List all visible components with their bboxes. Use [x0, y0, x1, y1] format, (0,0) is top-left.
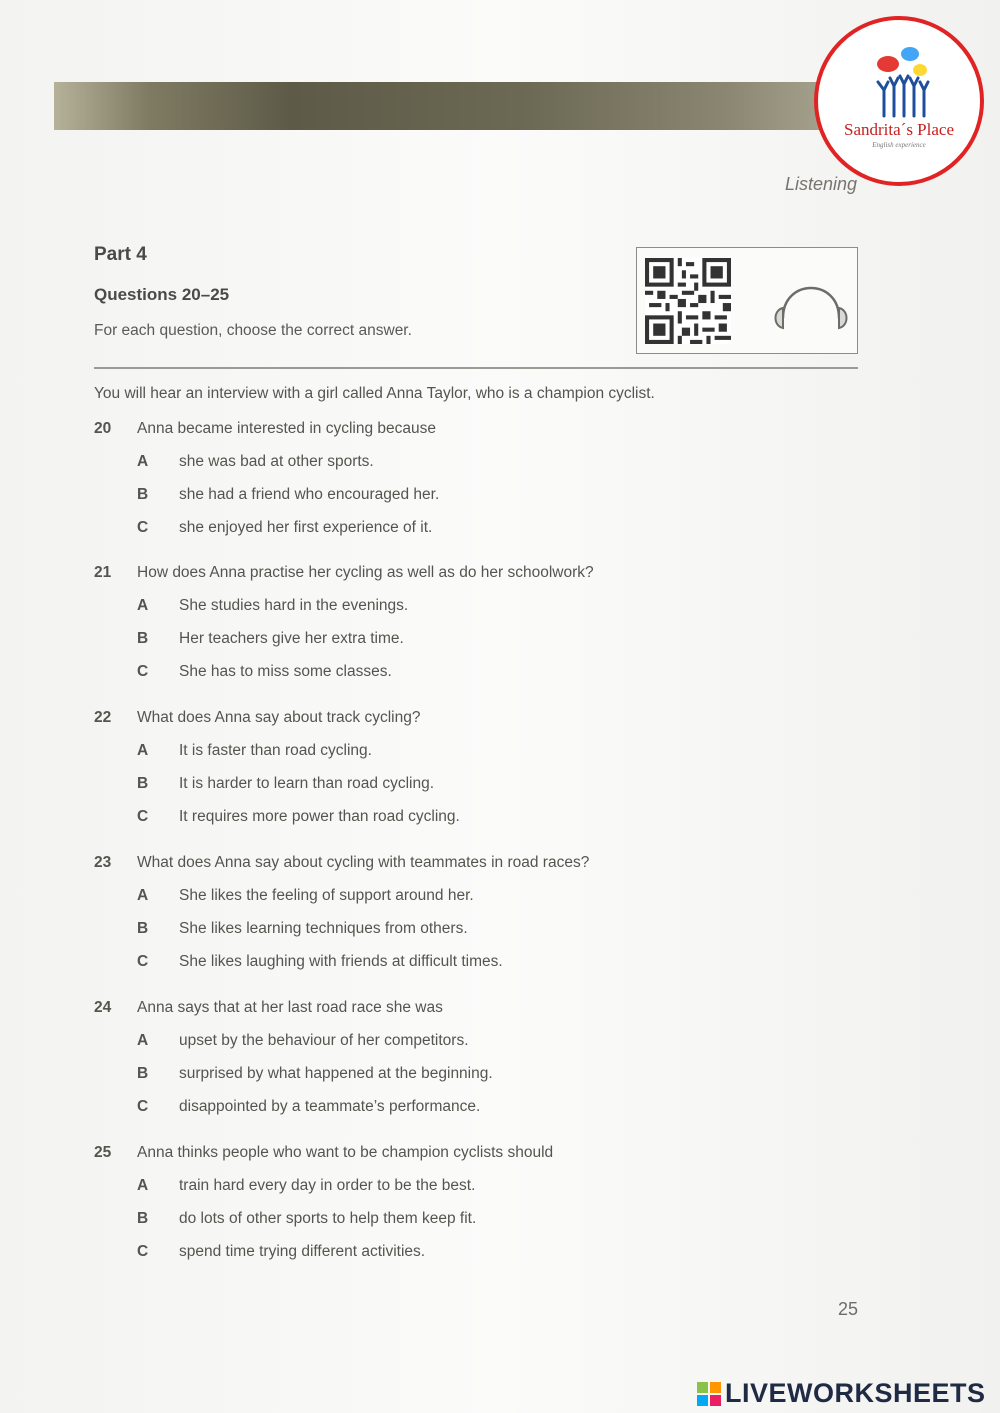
option-letter[interactable]: A: [137, 1032, 149, 1049]
section-label: Listening: [784, 174, 857, 194]
option-letter[interactable]: C: [137, 1098, 149, 1115]
option-text[interactable]: disappointed by a teammate’s performance.: [179, 1098, 481, 1115]
divider: [94, 367, 858, 369]
qr-code-icon[interactable]: [645, 258, 731, 344]
question-number: 20: [94, 420, 112, 437]
option-letter[interactable]: A: [137, 1177, 149, 1194]
intro-text: You will hear an interview with a girl called Anna Taylor, who is a champion cyclist.: [94, 385, 655, 402]
page-number: 25: [838, 1299, 859, 1319]
questions-title: Questions 20–25: [94, 285, 230, 304]
option-letter[interactable]: C: [137, 1243, 149, 1260]
question-number: 22: [94, 709, 112, 726]
people-speech-bubbles-icon: [862, 40, 942, 120]
option-text[interactable]: surprised by what happened at the beginning.: [179, 1065, 493, 1082]
option-letter[interactable]: B: [137, 775, 149, 792]
question-text: Anna became interested in cycling because: [137, 420, 436, 437]
option-letter[interactable]: C: [137, 519, 149, 536]
option-letter[interactable]: A: [137, 597, 149, 614]
option-letter[interactable]: A: [137, 742, 149, 759]
option-text[interactable]: she had a friend who encouraged her.: [179, 486, 440, 503]
option-text[interactable]: She likes learning techniques from others.: [179, 920, 468, 937]
header-band: [54, 82, 844, 130]
headphones-icon[interactable]: [771, 268, 851, 338]
option-text[interactable]: she enjoyed her first experience of it.: [179, 519, 433, 536]
question-text: How does Anna practise her cycling as well as do her schoolwork?: [137, 564, 594, 581]
option-text[interactable]: It is faster than road cycling.: [179, 742, 372, 759]
option-letter[interactable]: C: [137, 808, 149, 825]
question-number: 24: [94, 999, 112, 1016]
watermark-text: LIVEWORKSHEETS: [725, 1378, 986, 1408]
option-text[interactable]: She has to miss some classes.: [179, 663, 392, 680]
instruction: For each question, choose the correct answer.: [94, 322, 412, 339]
option-text[interactable]: She likes laughing with friends at difficult times.: [179, 953, 503, 970]
question-number: 25: [94, 1144, 112, 1161]
option-letter[interactable]: B: [137, 1210, 149, 1227]
option-letter[interactable]: C: [137, 663, 149, 680]
question-number: 23: [94, 854, 112, 871]
option-letter[interactable]: B: [137, 630, 149, 647]
option-text[interactable]: It requires more power than road cycling.: [179, 808, 460, 825]
audio-media-box: [636, 247, 858, 354]
option-text[interactable]: spend time trying different activities.: [179, 1243, 426, 1260]
option-letter[interactable]: B: [137, 920, 149, 937]
option-letter[interactable]: A: [137, 453, 149, 470]
part-title: Part 4: [94, 244, 147, 265]
liveworksheets-logo-icon: [697, 1382, 721, 1406]
option-text[interactable]: Her teachers give her extra time.: [179, 630, 404, 647]
option-letter[interactable]: A: [137, 887, 149, 904]
question-number: 21: [94, 564, 112, 581]
option-text[interactable]: It is harder to learn than road cycling.: [179, 775, 435, 792]
question-text: What does Anna say about cycling with teammates in road races?: [137, 854, 590, 871]
option-text[interactable]: She studies hard in the evenings.: [179, 597, 409, 614]
option-text[interactable]: train hard every day in order to be the best.: [179, 1177, 476, 1194]
option-letter[interactable]: B: [137, 1065, 149, 1082]
option-letter[interactable]: B: [137, 486, 149, 503]
option-text[interactable]: she was bad at other sports.: [179, 453, 374, 470]
logo-tagline: English experience: [872, 141, 926, 149]
logo: [814, 16, 984, 186]
question-text: Anna thinks people who want to be champion cyclists should: [137, 1144, 554, 1161]
question-text: Anna says that at her last road race she was: [137, 999, 443, 1016]
option-letter[interactable]: C: [137, 953, 149, 970]
question-text: What does Anna say about track cycling?: [137, 709, 421, 726]
logo-name: Sandrita´s Place: [844, 120, 954, 139]
option-text[interactable]: She likes the feeling of support around her.: [179, 887, 474, 904]
option-text[interactable]: do lots of other sports to help them keep fit.: [179, 1210, 477, 1227]
option-text[interactable]: upset by the behaviour of her competitors.: [179, 1032, 469, 1049]
